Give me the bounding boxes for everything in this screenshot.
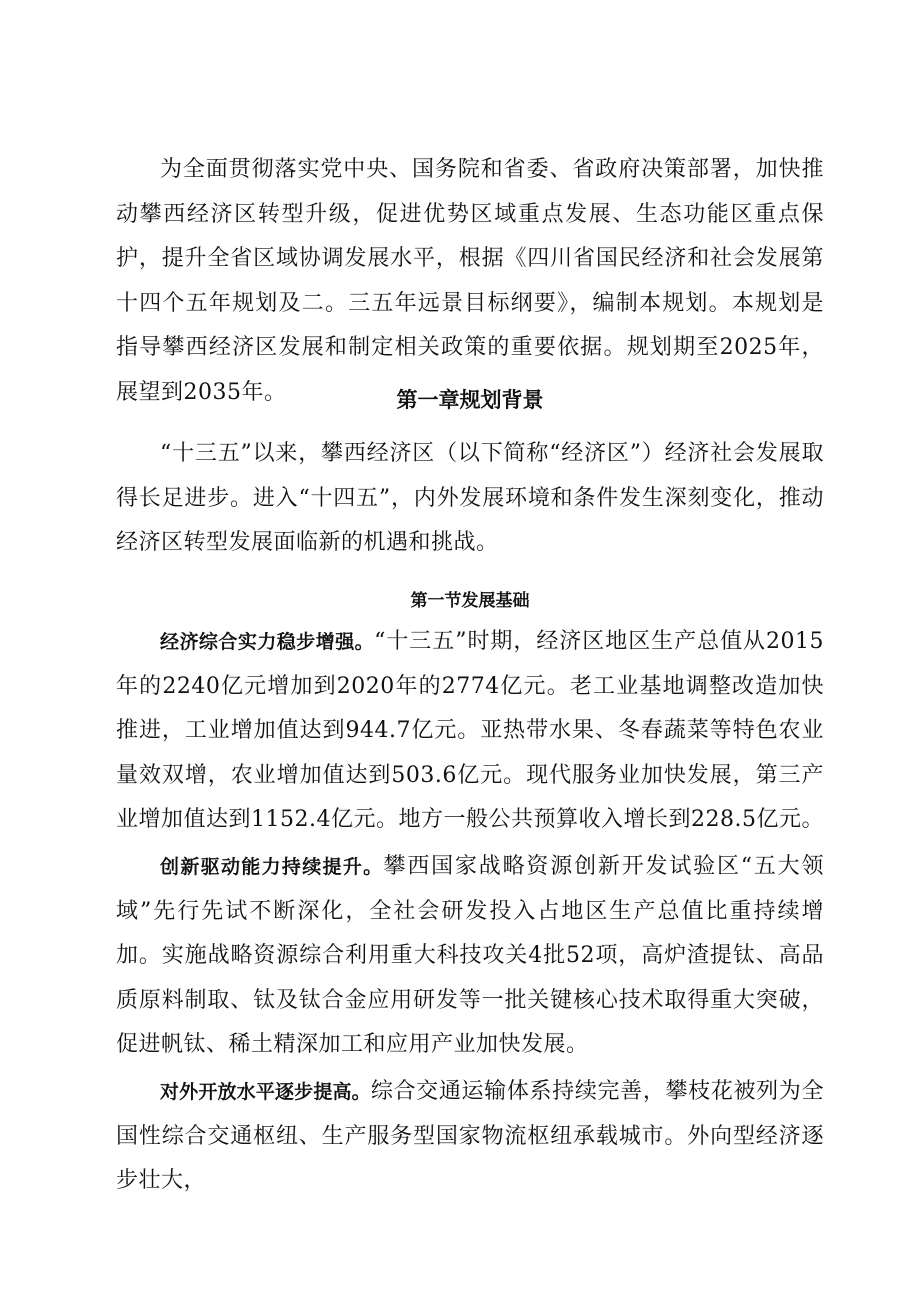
section-title: 第一节发展基础: [410, 591, 530, 611]
paragraph-body: 综合交通运输体系持续完善，攀枝花被列为全国性综合交通枢纽、生产服务型国家物流枢纽承载城市。外向型经济逐步壮大，: [116, 1079, 824, 1193]
paragraph-body: “十三五”时期，经济区地区生产总值从2015年的2240亿元增加到2020年的2774亿元。老工业基地调整改造加快推进，工业增加值达到944.7亿元。亚热带水果、冬春蔬菜等特色农业量效双增，农业增加值达到503.6亿元。现代服务业加快发展，第三产业增加值达到1152.4亿元。地方一般公共预算收入增长到228.5亿元。: [116, 629, 824, 832]
intro-paragraph: 为全面贯彻落实党中央、国务院和省委、省政府决策部署，加快推动攀西经济区转型升级，促进优势区域重点发展、生态功能区重点保护，提升全省区域协调发展水平，根据《四川省国民经济和社会发展第十四个五年规划及二。三五年远景目标纲要》，编制本规划。本规划是指导攀西经济区发展和制定相关政策的重要依据。规划期至2025年，展望到2035年。: [116, 157, 824, 405]
paragraph-lead: 创新驱动能力持续提升。: [160, 856, 384, 878]
paragraph-lead: 经济综合实力稳步增强。: [160, 631, 375, 653]
paragraph-body: 攀西国家战略资源创新开发试验区“五大领域”先行先试不断深化，全社会研发投入占地区生产总值比重持续增加。实施战略资源综合利用重大科技攻关4批52项，高炉渣提钛、高品质原料制取、钛及钛合金应用研发等一批关键核心技术取得重大突破，促进帆钛、稀土精深加工和应用产业加快发展。: [116, 854, 824, 1057]
paragraph-economic-strength: [116, 620, 824, 843]
chapter-title: 第一章规划背景: [396, 387, 544, 412]
chapter-intro-paragraph: “十三五”以来，攀西经济区（以下简称“经济区”）经济社会发展取得长足进步。进入“十四五”，内外发展环境和条件发生深刻变化，推动经济区转型发展面临新的机遇和挑战。: [116, 441, 824, 555]
paragraph-opening-up: [116, 1070, 824, 1204]
paragraph-lead: 对外开放水平逐步提高。: [160, 1081, 371, 1103]
paragraph-innovation: [116, 845, 824, 1068]
